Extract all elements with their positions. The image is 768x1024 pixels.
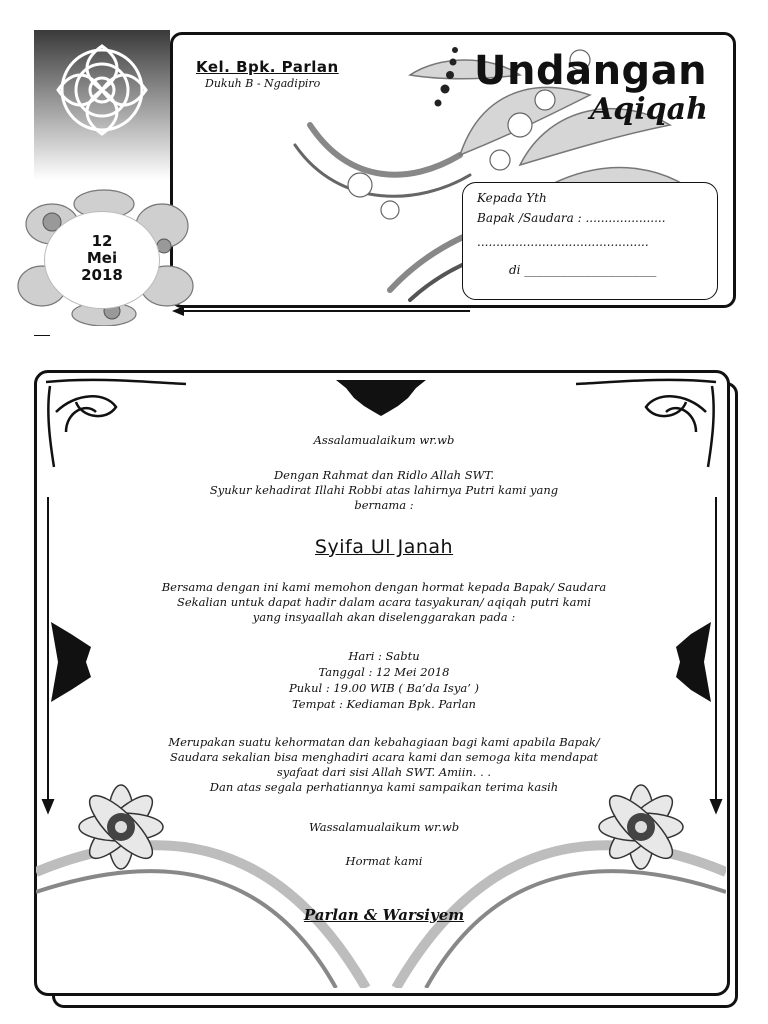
- recipient-address-box: [462, 182, 718, 300]
- date-year: 2018: [81, 266, 123, 284]
- request-line: Sekalian untuk dapat hadir dalam acara tasyakuran/ aqiqah putri kami: [176, 595, 592, 609]
- closing-line: Saudara sekalian bisa menghadiri acara kami dan semoga kita mendapat: [169, 750, 599, 764]
- detail-day: Hari : Sabtu: [348, 649, 420, 663]
- title-aqiqah: Aqiqah: [590, 92, 708, 127]
- child-name: [0, 536, 768, 558]
- separator-dash: [34, 335, 50, 336]
- recipient-line-bapak: Bapak /Saudara : .....................: [477, 211, 666, 225]
- farewell: Wassalamualaikum wr.wb: [308, 820, 460, 834]
- family-address: Dukuh B - Ngadipiro: [205, 77, 321, 90]
- signature: [0, 906, 768, 924]
- intro-line: Dengan Rahmat dan Ridlo Allah SWT.: [273, 468, 495, 482]
- closing-line: Merupakan suatu kehormatan dan kebahagiaan bagi kami apabila Bapak/: [168, 735, 600, 749]
- greeting: Assalamualaikum wr.wb: [313, 433, 455, 447]
- closing-line: syafaat dari sisi Allah SWT. Amiin. . .: [276, 765, 492, 779]
- mandala-icon: [34, 30, 170, 180]
- intro-line: bernama :: [354, 498, 414, 512]
- title-undangan: Undangan: [474, 48, 708, 94]
- date-badge: [44, 211, 160, 309]
- date-month: Mei: [86, 249, 118, 267]
- request-line: Bersama dengan ini kami memohon dengan hormat kepada Bapak/ Saudara: [161, 580, 607, 594]
- sunburst-top-icon: [336, 380, 426, 416]
- closing-line: Dan atas segala perhatiannya kami sampaikan terima kasih: [209, 780, 559, 794]
- corner-ornament-right-icon: [576, 380, 716, 467]
- envelope-arrow: [170, 303, 470, 319]
- recipient-line-blank: .............................................: [477, 235, 649, 249]
- signature-text: Parlan & Warsiyem: [303, 906, 465, 924]
- corner-ornament-left-icon: [46, 380, 186, 467]
- child-name-text: Syifa Ul Janah: [314, 536, 454, 558]
- event-details: [0, 648, 768, 712]
- closing-paragraph: [0, 735, 768, 795]
- regards: Hormat kami: [345, 854, 423, 868]
- family-name: Kel. Bpk. Parlan: [196, 58, 339, 76]
- intro-paragraph: [0, 468, 768, 513]
- date-day: 12: [91, 232, 113, 250]
- recipient-line-di: di ______________________: [509, 263, 657, 277]
- request-paragraph: [0, 580, 768, 625]
- detail-time: Pukul : 19.00 WIB ( Ba’da Isya’ ): [288, 681, 479, 695]
- detail-date: Tanggal : 12 Mei 2018: [318, 665, 450, 679]
- intro-line: Syukur kehadirat Illahi Robbi atas lahirnya Putri kami yang: [209, 483, 559, 497]
- detail-place: Tempat : Kediaman Bpk. Parlan: [292, 697, 476, 711]
- recipient-line-kepada: Kepada Yth: [477, 191, 547, 205]
- ornament-mandala-panel: [34, 30, 170, 180]
- request-line: yang insyaallah akan diselenggarakan pada :: [252, 610, 516, 624]
